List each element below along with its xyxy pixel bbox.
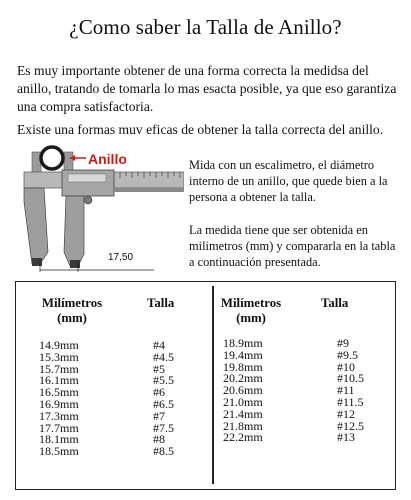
row-talla: #13 [337, 430, 355, 445]
page-title: ¿Como saber la Talla de Anillo? [69, 15, 342, 39]
subtitle-paragraph: Existe una formas muv eficas de obtener la talla correcta del anillo. [17, 122, 384, 137]
row-talla: #10 [337, 359, 355, 374]
row-talla: #10.5 [337, 371, 364, 386]
table-row [39, 446, 209, 458]
row-millimeters: 16.9mm [39, 396, 79, 411]
row-talla: #8.5 [153, 444, 174, 459]
row-millimeters: 19.8mm [223, 359, 263, 374]
row-talla: #11 [337, 383, 355, 398]
instructions [189, 157, 399, 287]
row-talla: #4 [153, 338, 165, 352]
table-rows-right [223, 338, 393, 444]
ring-label: Anillo [88, 151, 127, 167]
row-millimeters: 18.1mm [39, 432, 79, 447]
row-talla: #12 [337, 406, 355, 421]
row-millimeters: 17.7mm [39, 420, 79, 435]
row-millimeters: 21.4mm [223, 406, 263, 421]
row-millimeters: 14.9mm [39, 338, 79, 352]
row-talla: #6 [153, 385, 165, 400]
row-millimeters: 15.3mm [39, 349, 79, 364]
header-talla: Talla [321, 296, 349, 310]
row-millimeters: 17.3mm [39, 408, 79, 423]
row-talla: #9.5 [337, 347, 358, 362]
depth-rod [114, 188, 184, 192]
row-millimeters: 18.9mm [223, 336, 263, 350]
vernier-window [68, 174, 106, 182]
row-talla: #5.5 [153, 373, 174, 388]
row-talla: #8 [153, 432, 165, 447]
row-millimeters: 20.2mm [223, 371, 263, 386]
thumb-screw [84, 196, 92, 204]
ring-size-table [15, 281, 396, 490]
row-talla: #7 [153, 408, 165, 423]
row-millimeters: 22.2mm [223, 430, 263, 445]
row-talla: #12.5 [337, 418, 364, 433]
row-millimeters: 16.5mm [39, 385, 79, 400]
measure-label: 17,50 [108, 252, 134, 263]
sliding-jaw-tip [70, 260, 80, 268]
table-rows-left [39, 340, 209, 458]
row-talla: #7.5 [153, 420, 174, 435]
ring-icon [41, 147, 63, 169]
row-talla: #6.5 [153, 396, 174, 411]
instruction-measure: Mida con un escalimetro, el diámetro interno de un anillo, que quede bien a la persona a obtener la talla. [189, 158, 388, 204]
row-millimeters: 19.4mm [223, 347, 263, 362]
lower-sliding-jaw [64, 196, 84, 266]
header-talla: Talla [147, 296, 175, 310]
table-row [223, 432, 393, 444]
row-millimeters: 21.8mm [223, 418, 263, 433]
row-talla: #5 [153, 361, 165, 376]
row-millimeters: 18.5mm [39, 444, 79, 459]
row-millimeters: 16.1mm [39, 373, 79, 388]
row-talla: #11.5 [337, 394, 364, 409]
row-talla: #4.5 [153, 349, 174, 364]
row-millimeters: 15.7mm [39, 361, 79, 376]
table-divider [212, 286, 214, 484]
row-millimeters: 21.0mm [223, 394, 263, 409]
row-talla: #9 [337, 336, 349, 350]
header-millimeters: Milímetros (mm) [220, 296, 282, 325]
header-millimeters: Milímetros (mm) [41, 296, 103, 325]
lower-fixed-jaw [24, 188, 48, 264]
row-millimeters: 20.6mm [223, 383, 263, 398]
intro-paragraph: Es muy importante obtener de una forma correcta la medidsa del anillo, tratando de tomarla lo mas esacta posible, ya que eso garantiza una compra satisfactoria. [17, 63, 397, 114]
fixed-jaw-tip [32, 258, 42, 266]
instruction-compare: La medida tiene que ser obtenida en milimetros (mm) y compararla en la tabla a continuación presentada. [189, 223, 396, 269]
